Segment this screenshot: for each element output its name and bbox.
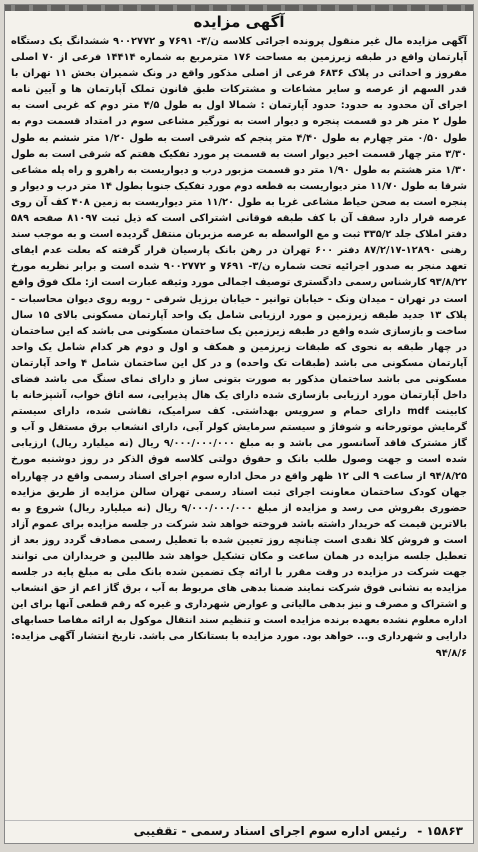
footer-number: ۱۵۸۶۳ - xyxy=(417,824,463,838)
footer-signature: رئیس اداره سوم اجرای اسناد رسمی - تقفیبی xyxy=(133,824,408,838)
ad-footer xyxy=(5,820,473,841)
newspaper-clipping xyxy=(4,4,474,844)
cropped-header-strip xyxy=(5,5,473,11)
ad-title: آگهی مزایده xyxy=(193,13,285,31)
ad-body-text: آگهی مزایده مال غیر منقول پرونده اجرائی کلاسه ن/۳- ۷۶۹۱ و ۹۰۰۲۷۷۲ ششدانگ یک دستگاه آپارتمان واقع در طبقه زیرزمین به مساحت ۱۷۶ مترمربع به شماره ۱۴۴۱۴ فرعی از ۷۰ اصلی مفروز و احداثی در پلاک ۶۸۳۶ فرعی از اصلی مذکور واقع در ونک شمیران بخش ۱۱ تهران با قدر السهم از عرصه و سایر مشاعات و مشترکات طبق قانون تملک آپارتمان ها و آیین نامه اجرای آن محدود به حدود: حدود آپارتمان : شمالا اول به طول ۴/۵ متر دوم که غربی است به طول ۲ متر هر دو قسمت پنجره و دیوار است به نورگیر مشاعی سوم در امتداد قسمت دوم به طول ۰/۵۰ متر چهارم به طول ۴/۴۰ متر پنجم که شرقی است به طول ۱/۲۰ متر ششم به طول ۳/۳۰ متر چهار قسمت اخیر دیوار است به قسمت پر مورد تفکیک هفتم که شرقی است به طول ۱/۳۰ متر هشتم به طول ۱/۹۰ متر دو قسمت مزبور درب و دیواریست به راهرو و راه پله مشاعی شرقا به طول ۱۱/۷۰ متر دیواریست به قطعه دوم مورد تفکیک جنوبا بطول ۱۴ متر درب و دیوار و پنجره است به صحن حیاط مشاعی غربا به طول ۱۱/۲۰ متر دیواریست به زمین ۴۰۸ کف آن روی عرصه قرار دارد سقف آن با کف طبقه فوقانی اشتراکی است که ذیل ثبت ۸۱۰۹۷ صفحه ۵۸۹ دفتر املاک جلد ۳۳۵/۲ ثبت و مع الواسطه به عرصه مزبربان منتقل گردیده است و به موجب سند رهنی ۱۲۸۹۰-۸۷/۲/۱۷ دفتر ۶۰۰ تهران در رهن بانک پارسیان قرار گرفته که بعلت عدم ایفای تعهد منجر به صدور اجرائیه تحت شماره ن/۳- ۷۶۹۱ و ۹۰۰۲۷۷۲ شده است و برابر نظریه مورخ ۹۳/۸/۲۲ کارشناس رسمی دادگستری توصیف اجمالی مورد وثیقه عبارت است از: ملک فوق واقع است در تهران - میدان ونک - خیابان توانیر - خیابان برزیل شرقی - روبه روی دیوان محاسبات - پلاک ۱۳ جدید طبقه زیرزمین و مورد ارزیابی شامل یک واحد آپارتمان مسکونی بالای ۱۵ سال ساخت و بازسازی شده واقع در طبقه زیرزمین یک ساختمان مسکونی می باشد که این ساختمان در چهار طبقه به نحوی که طبقات زیرزمین و همکف و اول و دوم هر کدام شامل یک واحد آپارتمان مسکونی می باشد (طبقات تک واحده) و در کل این ساختمان شامل ۴ واحد آپارتمان مسکونی می باشد ساختمان مذکور به صورت بتونی ساز و دارای نمای سنگ می باشد فضای داخل آپارتمان مورد ارزیابی بازسازی شده دارای یک هال پذیرایی، سه اتاق خواب، آشپزخانه با کابینت mdf دارای حمام و سرویس بهداشتی. کف سرامیک، نقاشی شده، دارای سیستم گرمایش موتورخانه و شوفاژ و سیستم سرمایش کولر آبی، دارای انشعاب برق مستقل و آب و گاز مشترک فاقد آسانسور می باشد و به مبلغ ۹/۰۰۰/۰۰۰/۰۰۰ ریال (نه میلیارد ریال) ارزیابی شده است و جهت وصول طلب بانک و حقوق دولتی کلاسه فوق الذکر در روز دوشنبه مورخ ۹۴/۸/۲۵ از ساعت ۹ الی ۱۲ ظهر واقع در محل اداره سوم اجرای اسناد رسمی واقع در چهارراه جهان کودک ساختمان معاونت اجرای ثبت اسناد رسمی تهران سالن مزایده از طریق مزایده حضوری بفروش می رسد و مزایده از مبلغ ۹/۰۰۰/۰۰۰/۰۰۰ ریال (نه میلیارد ریال) شروع و به بالاترین قیمت که خریدار داشته باشد فروخته خواهد شد شرکت در جلسه مزایده برای عموم آزاد است و فروش کلا نقدی است چنانچه روز تعیین شده با تعطیل رسمی مصادف گردد روز بعد از تعطیل جلسه مزایده در همان ساعت و مکان تشکیل خواهد شد طالبین و خریداران می توانند جهت شرکت در مزایده در وقت مقرر با ارائه چک تضمین شده بانک ملی به مبلغ پایه در جلسه مزایده به نشانی فوق شرکت نمایند ضمنا بدهی های مربوط به آب ، برق گاز اعم از حق انشعاب و اشتراک و مصرف و نیز بدهی مالیاتی و عوارض شهرداری و غیره که رقم قطعی آنها برای این اداره معلوم نشده بعهده برنده مزایده است و تنظیم سند انتقال موکول به ارائه مفاصا حسابهای دارایی و شهرداری و... خواهد بود. مورد مزایده با بستانکار می باشد. تاریخ انتشار آگهی مزایده: ۹۴/۸/۶ xyxy=(11,36,468,659)
